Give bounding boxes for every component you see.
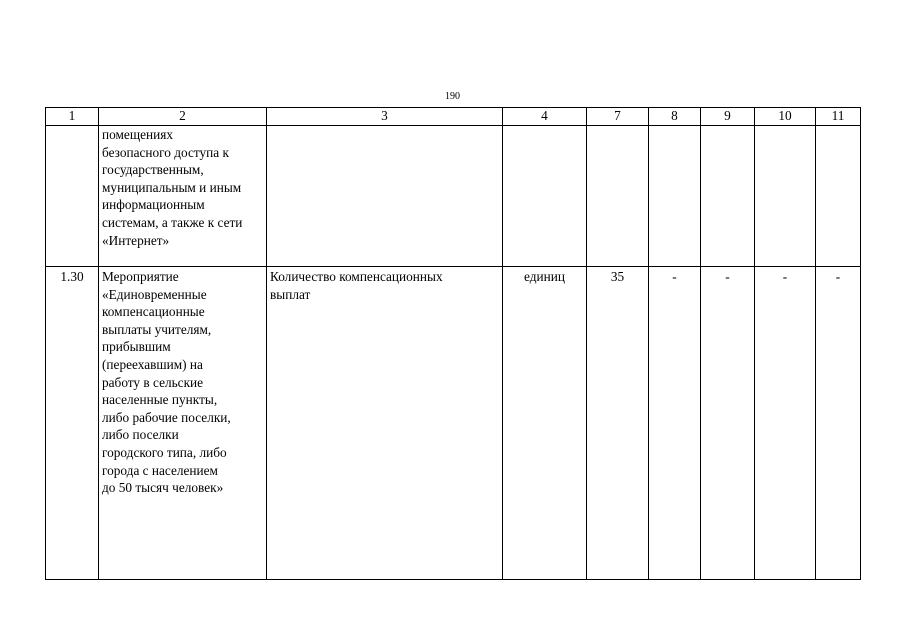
program-indicators-table	[45, 107, 861, 580]
value-cell-col9	[701, 126, 755, 267]
table-row	[46, 267, 861, 580]
value-cell-col7	[587, 126, 649, 267]
column-header: 11	[816, 108, 861, 126]
value-cell-col11	[816, 126, 861, 267]
indicator-cell	[267, 126, 503, 267]
header-row	[46, 108, 861, 126]
unit-cell: единиц	[503, 267, 587, 580]
row-number-cell: 1.30	[46, 267, 99, 580]
unit-cell	[503, 126, 587, 267]
column-header: 1	[46, 108, 99, 126]
column-header: 3	[267, 108, 503, 126]
table-row	[46, 126, 861, 267]
value-cell-col8: -	[649, 267, 701, 580]
value-cell-col10	[755, 126, 816, 267]
column-header: 4	[503, 108, 587, 126]
value-cell-col11: -	[816, 267, 861, 580]
value-cell-col7: 35	[587, 267, 649, 580]
value-cell-col8	[649, 126, 701, 267]
column-header: 7	[587, 108, 649, 126]
column-header: 2	[99, 108, 267, 126]
value-cell-col9: -	[701, 267, 755, 580]
event-name-cell: Мероприятие «Единовременные компенсационные выплаты учителям, прибывшим (переехавшим) на работу в сельские населенные пункты, либо рабочие поселки, либо поселки городского типа, либо города с населением до 50 тысяч человек»	[99, 267, 267, 580]
value-cell-col10: -	[755, 267, 816, 580]
indicator-cell: Количество компенсационных выплат	[267, 267, 503, 580]
event-name-cell: помещениях безопасного доступа к государственным, муниципальным и иным информационным системам, а также к сети «Интернет»	[99, 126, 267, 267]
column-header: 9	[701, 108, 755, 126]
row-number-cell	[46, 126, 99, 267]
column-header: 8	[649, 108, 701, 126]
page-number: 190	[445, 91, 460, 102]
column-header: 10	[755, 108, 816, 126]
